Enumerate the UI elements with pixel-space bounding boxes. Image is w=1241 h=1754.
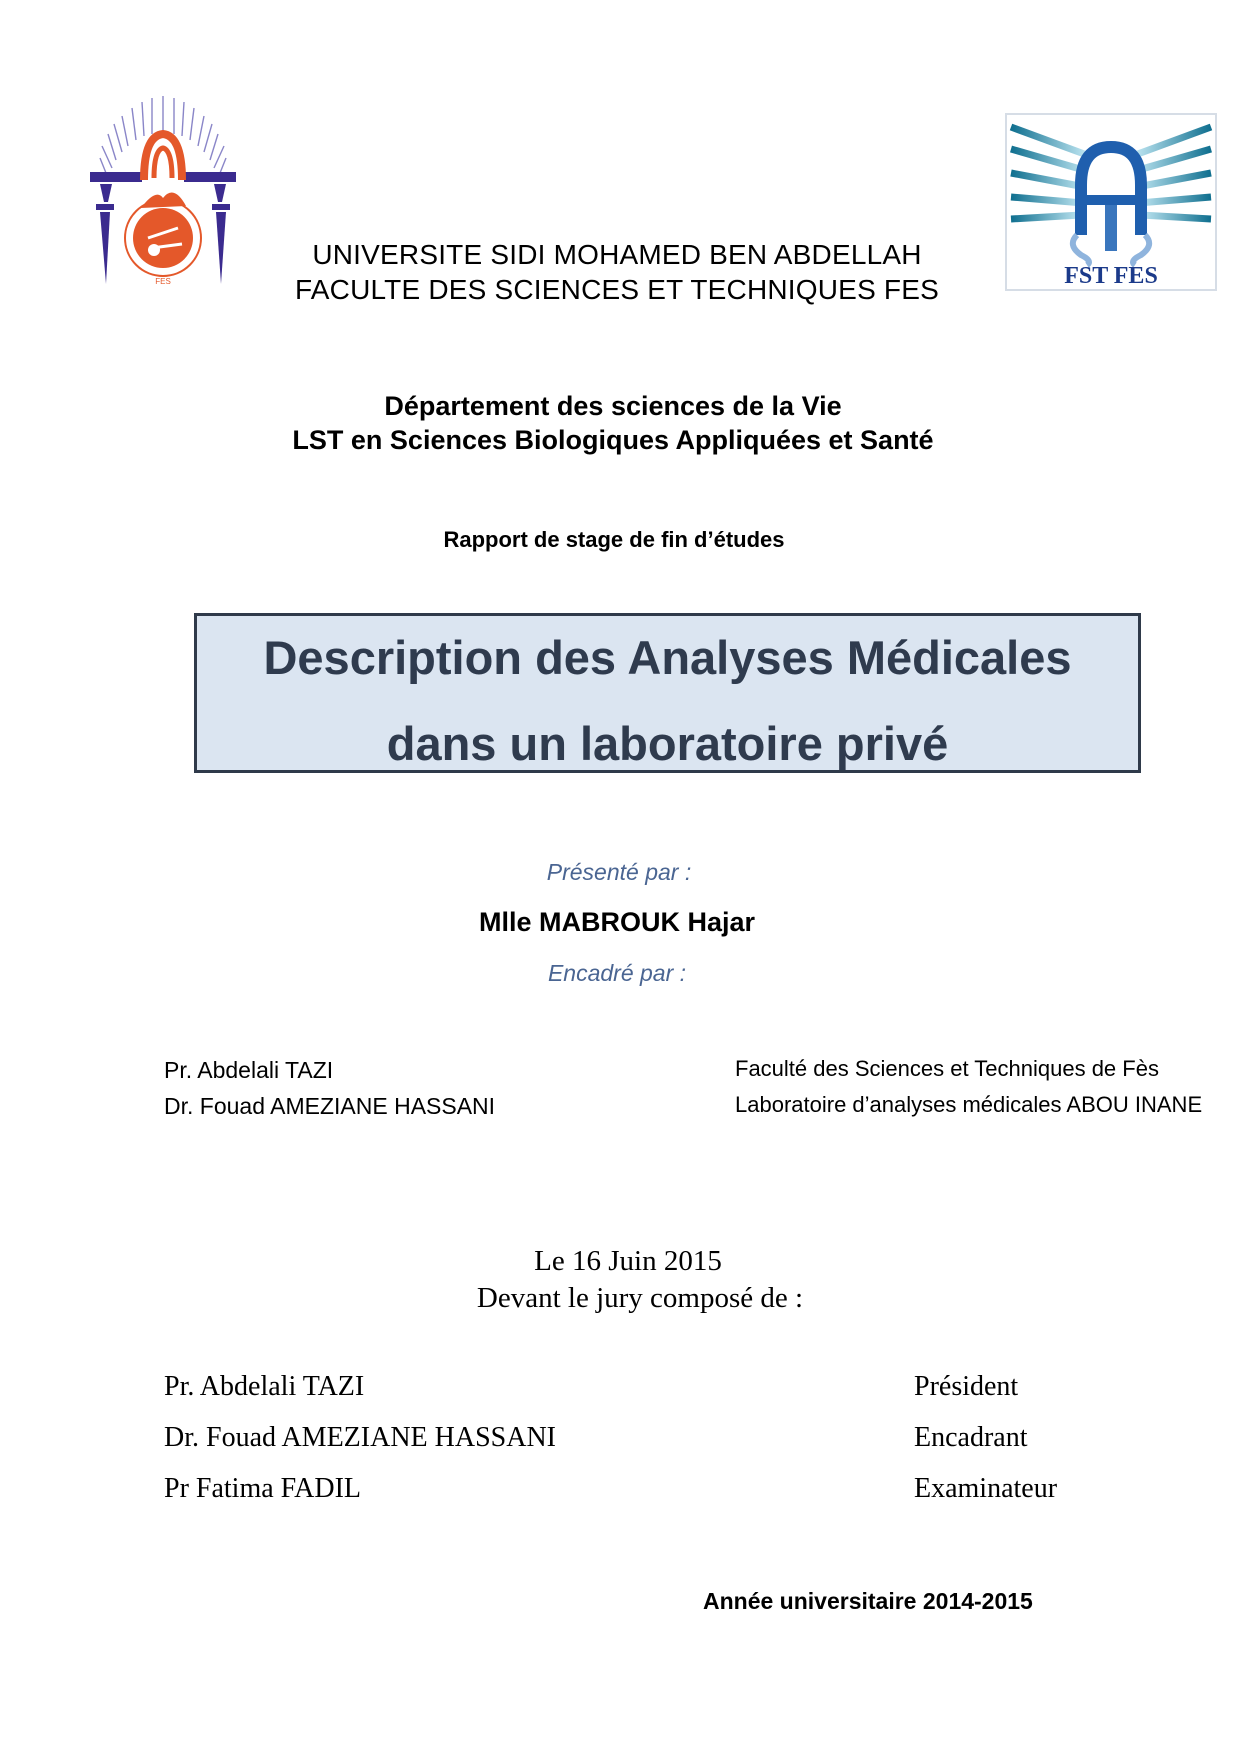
academic-year: Année universitaire 2014-2015: [703, 1588, 1033, 1614]
supervised-by-label: Encadré par :: [547, 960, 687, 986]
report-title-box: [194, 613, 1141, 773]
jury-member-role: Encadrant: [914, 1422, 1028, 1453]
program-name: LST en Sciences Biologiques Appliquées et Santé: [292, 425, 934, 455]
supervisor-name: Pr. Abdelali TAZI: [164, 1057, 334, 1083]
supervisor-affiliation: Faculté des Sciences et Techniques de Fès: [735, 1056, 1159, 1081]
defense-date: Le 16 Juin 2015: [534, 1245, 722, 1277]
supervisor-name: Dr. Fouad AMEZIANE HASSANI: [164, 1093, 496, 1119]
report-title-line-2: dans un laboratoire privé: [386, 717, 949, 770]
presented-by-label: Présenté par :: [546, 859, 692, 885]
student-name: Mlle MABROUK Hajar: [478, 907, 756, 937]
jury-member-role: Examinateur: [914, 1473, 1058, 1504]
svg-text:FES: FES: [155, 277, 171, 286]
jury-member-name: Pr Fatima FADIL: [164, 1473, 362, 1504]
jury-intro: Devant le jury composé de :: [476, 1282, 804, 1314]
university-name: UNIVERSITE SIDI MOHAMED BEN ABDELLAH: [312, 239, 922, 270]
department-name: Département des sciences de la Vie: [384, 391, 842, 421]
jury-member-name: Pr. Abdelali TAZI: [164, 1371, 365, 1402]
jury-member-name: Dr. Fouad AMEZIANE HASSANI: [164, 1422, 556, 1453]
supervisor-affiliation: Laboratoire d’analyses médicales ABOU INANE: [735, 1092, 1203, 1117]
jury-member-role: Président: [914, 1371, 1019, 1402]
svg-text:FST FES: FST FES: [1064, 263, 1158, 289]
faculty-name: FACULTE DES SCIENCES ET TECHNIQUES FES: [295, 274, 939, 305]
report-type: Rapport de stage de fin d’études: [443, 527, 785, 552]
report-title-line-1: Description des Analyses Médicales: [263, 631, 1072, 684]
